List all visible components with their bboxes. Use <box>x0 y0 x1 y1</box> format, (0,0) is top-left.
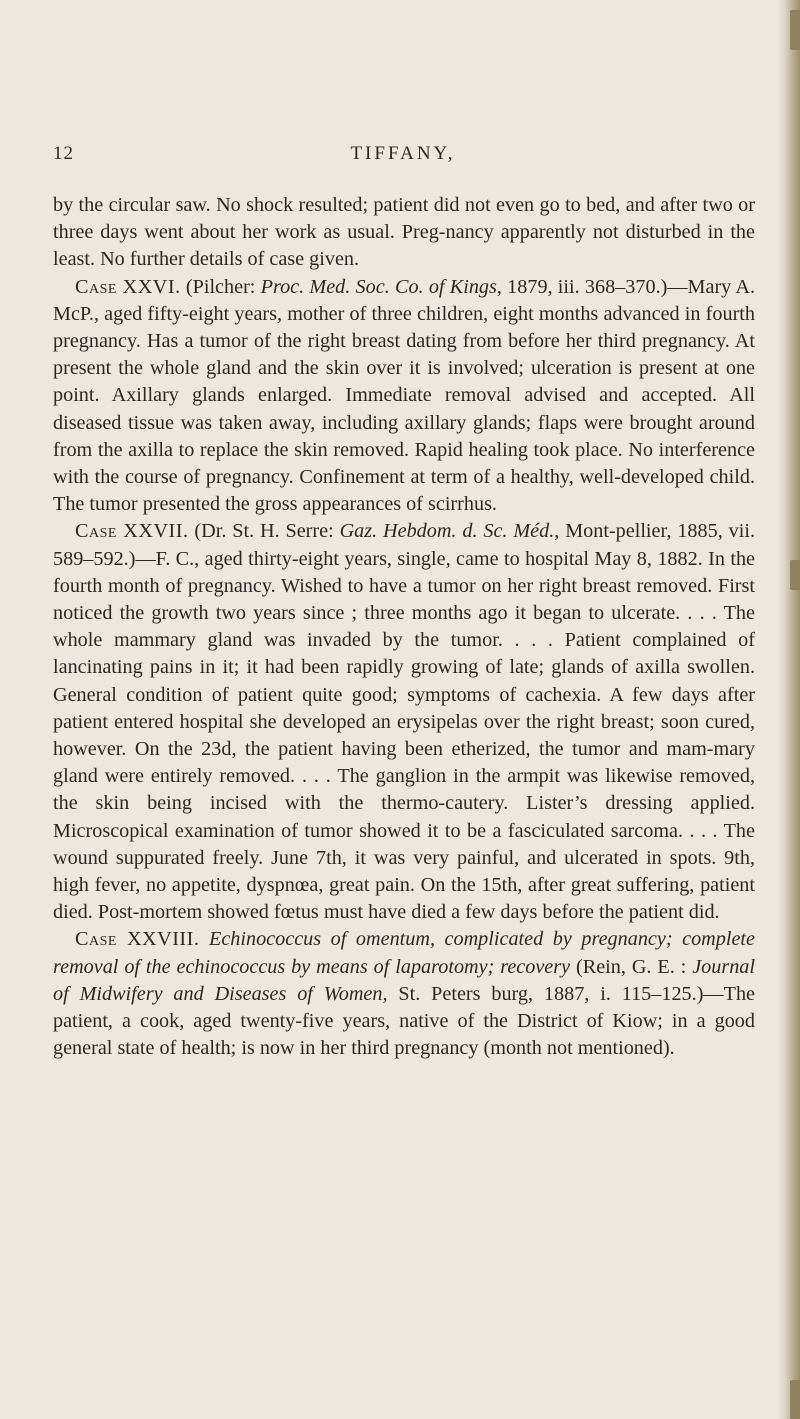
paragraph: by the circular saw. No shock resulted; patient did not even go to bed, and after two or three days went about her work as usual. Preg-nancy apparently not disturbed in the least. No further details of case given. <box>53 194 755 271</box>
page-edge-shadow <box>790 10 800 50</box>
case-title: Echinococcus of omentum, complicated by pregnancy; complete removal of the echinococcus by means of laparotomy; recovery <box>53 928 755 978</box>
case-paragraph <box>53 518 755 926</box>
page-edge-shadow <box>790 1380 800 1419</box>
case-label: Case XXVI. <box>75 275 181 298</box>
page-edge <box>778 0 800 1419</box>
page-header <box>53 143 753 173</box>
case-text: —The patient, a cook, aged twenty-five years, native of the District of Kiow; in a good general state of health; is now in her third pregnancy (month not mentioned). <box>53 982 755 1060</box>
body-text <box>53 192 755 1063</box>
case-label: Case XXVII. <box>75 520 189 543</box>
citation-journal: Gaz. Hebdom. d. Sc. Méd., <box>339 520 560 543</box>
citation-author: (Dr. St. H. Serre: <box>194 520 334 543</box>
page-number: 12 <box>53 143 74 164</box>
citation-journal: Proc. Med. Soc. Co. of Kings, <box>260 275 502 298</box>
page-edge-shadow <box>790 560 800 590</box>
citation-details: 1879, iii. 368–370.) <box>507 275 668 298</box>
citation-author: (Pilcher: <box>185 275 256 298</box>
case-text: —Mary A. McP., aged fifty-eight years, mother of three children, eight months advanced in fourth pregnancy. Has a tumor of the right breast dating from before her third pregnancy. At present the whole gland and the skin over it is involved; ulceration is present at one point. Axillary glands enlarged. Immediate removal advised and accepted. All diseased tissue was taken away, including axillary glands; flaps were brought around from the axilla to replace the skin removed. Rapid healing took place. No interference with the course of pregnancy. Confinement at term of a healthy, well-developed child. The tumor presented the gross appearances of scirrhus. <box>53 275 755 516</box>
case-label: Case XXVIII. <box>75 928 200 951</box>
citation-author: (Rein, G. E. : <box>576 955 687 978</box>
case-paragraph <box>53 926 755 1062</box>
citation-details: Mont-pellier, 1885, vii. 589–592.) <box>53 520 755 570</box>
citation-details: St. Peters burg, 1887, i. 115–125.) <box>398 982 704 1005</box>
case-text: —F. C., aged thirty-eight years, single, came to hospital May 8, 1882. In the fourth month of pregnancy. Wished to have a tumor on her right breast removed. First noticed the growth two years since ; three months ago it began to ulcerate. . . . The whole mammary gland was invaded by the tumor. . . . Patient complained of lancinating pains in it; it had been rapidly growing of late; glands of axilla swollen. General condition of patient quite good; symptoms of cachexia. A few days after patient entered hospital she developed an erysipelas over the right breast; soon cured, however. On the 23d, the patient having been etherized, the tumor and mam-mary gland were entirely removed. . . . The ganglion in the armpit was likewise removed, the skin being incised with the thermo-cautery. Lister’s dressing applied. Microscopical examination of tumor showed it to be a fasciculated sarcoma. . . . The wound suppurated freely. June 7th, it was very painful, and ulcerated in spots. 9th, high fever, no appetite, dyspnœa, great pain. On the 15th, after great suffering, patient died. Post-mortem showed fœtus must have died a few days before the patient did. <box>53 547 755 924</box>
citation-journal: Journal of Midwifery and Diseases of Women, <box>53 955 756 1005</box>
running-head: TIFFANY, <box>350 143 456 164</box>
case-paragraph <box>53 274 755 519</box>
